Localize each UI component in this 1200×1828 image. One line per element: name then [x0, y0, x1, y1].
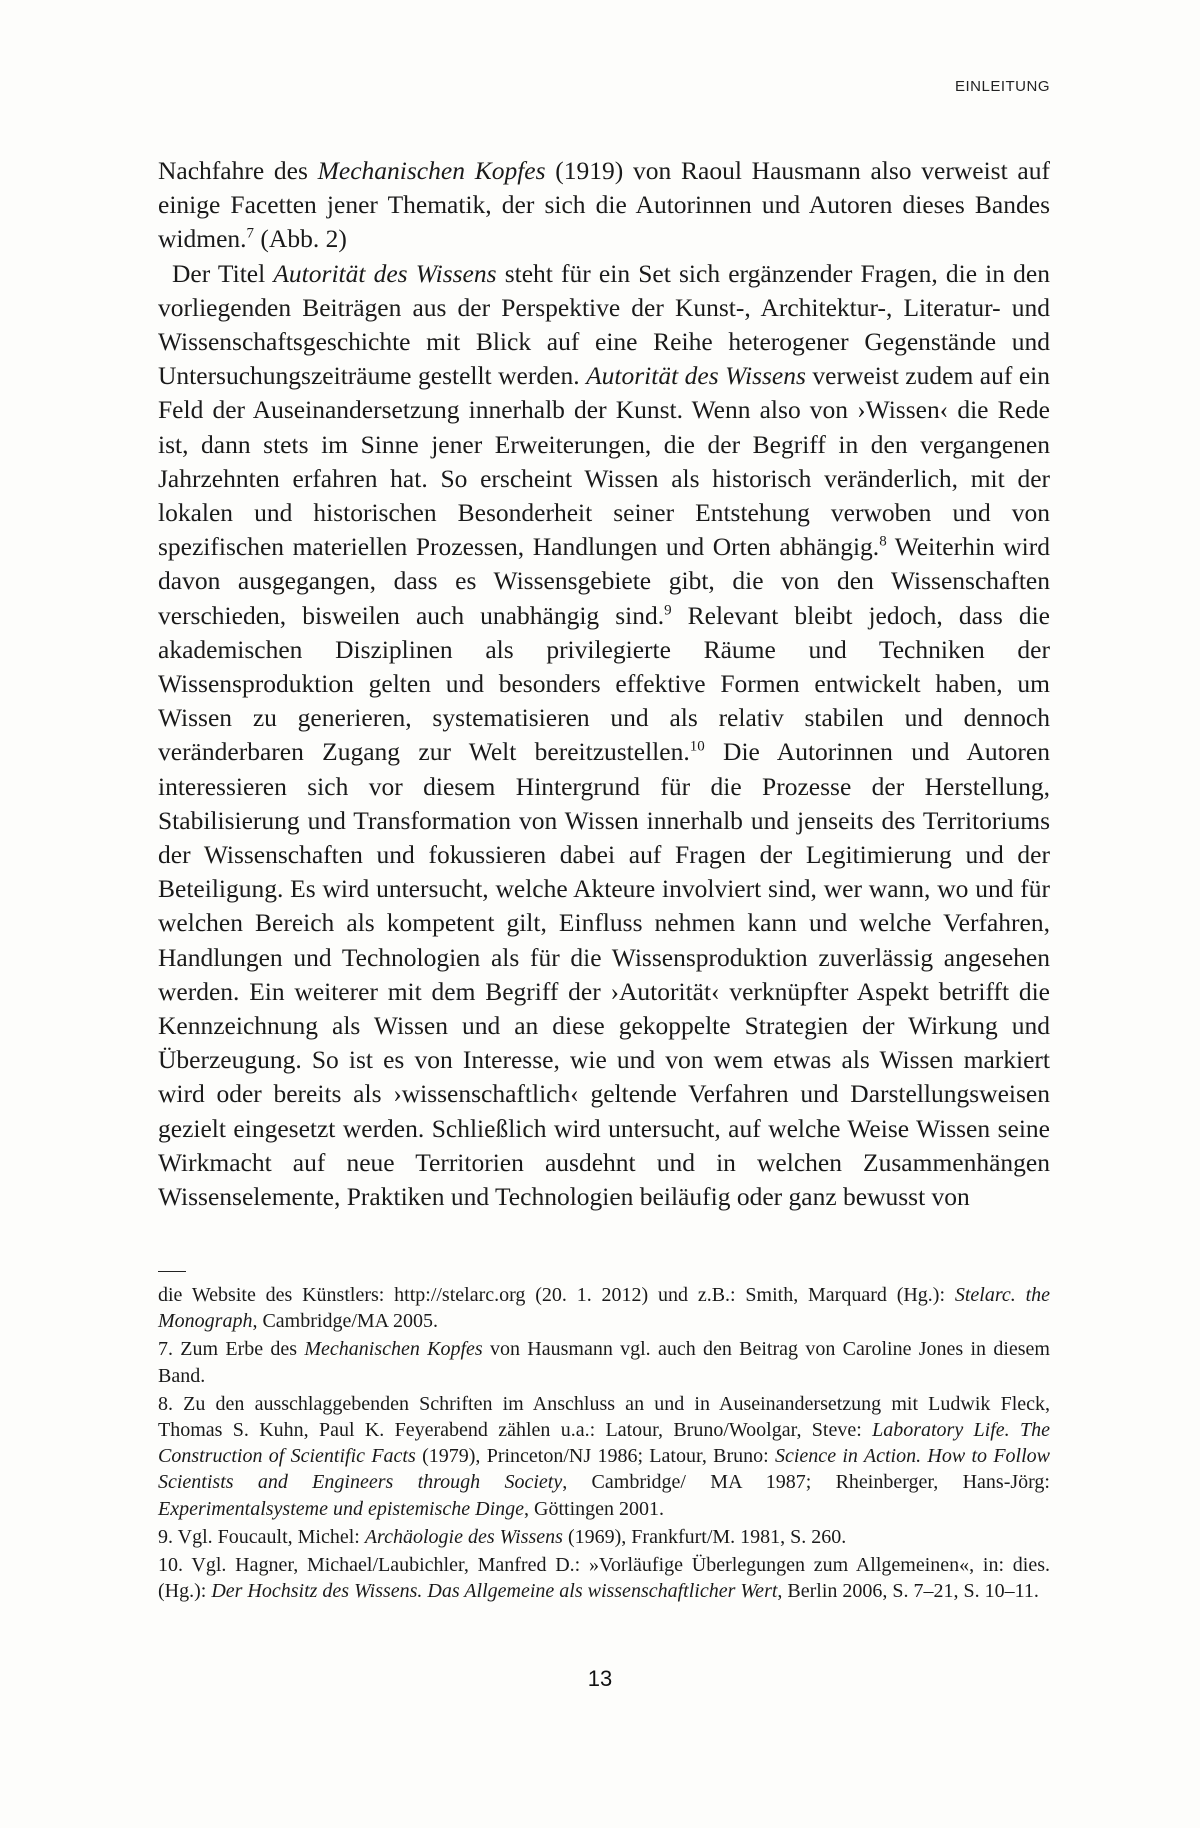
paragraph-1: [158, 154, 1050, 257]
text-run: (1969), Frankfurt/M. 1981, S. 260.: [562, 1525, 847, 1548]
footnote-10: [158, 1552, 1050, 1604]
footnote-ref: 9: [664, 602, 672, 619]
text-run: , Göttingen 2001.: [524, 1497, 665, 1520]
footnote-7: [158, 1336, 1050, 1388]
main-text: [158, 154, 1050, 1214]
footnote-ref: 10: [689, 738, 705, 755]
footnote-8: [158, 1391, 1050, 1522]
footnote-9: [158, 1524, 1050, 1550]
text-run: 10. Vgl. Hagner, Michael/Laubichler, Manfred D.: »Vorläufige Überlegungen zum Allgemeinen«, in: dies. (Hg.):: [158, 1554, 1050, 1603]
text-run: , Berlin 2006, S. 7–21, S. 10–11.: [777, 1580, 1039, 1603]
page-number: 13: [587, 1666, 613, 1691]
text-run: Relevant bleibt jedoch, dass die akademischen Disziplinen als privilegierte Räume und Techniken der Wissensproduktion gelten und besonders effektive Formen entwickelt haben, um Wissen zu generieren, systematisieren und als relativ stabilen und dennoch veränderbaren Zugang zur Welt bereitzustellen.: [158, 600, 1050, 767]
italic-title: Autorität des Wissens: [586, 361, 806, 391]
text-run: , Cambridge/MA 2005.: [252, 1310, 438, 1333]
italic-title: Laboratory Life. The Construction of Scientific Facts: [158, 1419, 1050, 1468]
italic-title: Science in Action. How to Follow Scientists and Engineers through Society: [158, 1445, 1050, 1494]
italic-title: Der Hochsitz des Wissens. Das Allgemeine als wissenschaftlicher Wert: [211, 1580, 778, 1603]
footnote-continued: [158, 1282, 1050, 1334]
italic-title: Autorität des Wissens: [273, 258, 497, 288]
italic-title: Mechanischen Kopfes: [304, 1338, 483, 1361]
italic-title: Archäologie des Wissens: [364, 1525, 563, 1548]
footnotes: [158, 1282, 1050, 1606]
text-run: (Abb. 2): [254, 224, 347, 254]
text-run: , Cambridge/ MA 1987; Rheinberger, Hans-Jörg:: [562, 1471, 1050, 1494]
text-run: Nachfahre des: [158, 156, 318, 185]
text-run: (1919) von Raoul Hausmann also verweist auf einige Facetten jener Thematik, der sich die Autorinnen und Autoren dieses Bandes widmen.: [158, 156, 1050, 254]
footnote-ref: 8: [879, 533, 887, 550]
italic-title: Stelarc. the Monograph: [158, 1284, 1051, 1333]
text-run: 7. Zum Erbe des: [158, 1338, 305, 1361]
text-run: die Website des Künstlers: http://stelarc.org (20. 1. 2012) und z.B.: Smith, Marquard (Hg.):: [158, 1284, 955, 1306]
text-run: Der Titel: [172, 258, 274, 288]
text-run: 9. Vgl. Foucault, Michel:: [158, 1525, 365, 1548]
text-run: 8. Zu den ausschlaggebenden Schriften im Anschluss an und in Auseinandersetzung mit Ludwik Fleck, Thomas S. Kuhn, Paul K. Feyerabend zählen u.a.: Latour, Bruno/Woolgar, Steve:: [158, 1392, 1050, 1442]
footnote-ref: 7: [246, 225, 255, 242]
paragraph-2: [158, 257, 1050, 1215]
text-run: (1979), Princeton/NJ 1986; Latour, Bruno:: [415, 1445, 775, 1468]
text-run: Die Autorinnen und Autoren interessieren sich vor diesem Hintergrund für die Prozesse der Herstellung, Stabilisierung und Transformation von Wissen innerhalb und jenseits des Territoriums der Wissenschaften und fokussieren dabei auf Fragen der Legitimierung und der Beteiligung. Es wird untersucht, welche Akteure involviert sind, wer wann, wo und für welchen Bereich als kompetent gilt, Einfluss nehmen kann und welche Verfahren, Handlungen und Technologien als für die Wissensproduktion zuverlässig angesehen werden. Ein weiterer mit dem Begriff der ›Autorität‹ verknüpfter Aspekt betrifft die Kennzeichnung als Wissen und an diese gekoppelte Strategien der Wirkung und Überzeugung. So ist es von Interesse, wie und von wem etwas als Wissen markiert wird oder bereits als ›wissenschaftlich‹ geltende Verfahren und Darstellungsweisen gezielt eingesetzt werden. Schließlich wird untersucht, auf welche Weise Wissen seine Wirkmacht auf neue Territorien ausdehnt und in welchen Zusammenhängen Wissenselemente, Praktiken und Technologien beiläufig oder ganz bewusst von: [158, 737, 1050, 1212]
text-run: verweist zudem auf ein Feld der Auseinandersetzung innerhalb der Kunst. Wenn also von ›Wissen‹ die Rede ist, dann stets im Sinne jener Erweiterungen, die der Begriff in den vergangenen Jahrzehnten erfahren hat. So erscheint Wissen als historisch veränderlich, mit der lokalen und historischen Besonderheit seiner Entstehung verwoben und von spezifischen materiellen Prozessen, Handlungen und Orten abhängig.: [158, 361, 1050, 562]
text-run: von Hausmann vgl. auch den Beitrag von Caroline Jones in diesem Band.: [158, 1338, 1050, 1387]
footnote-divider: [158, 1271, 186, 1272]
text-run: steht für ein Set sich ergänzender Fragen, die in den vorliegenden Beiträgen aus der Perspektive der Kunst-, Architektur-, Literatur- und Wissenschaftsgeschichte mit Blick auf eine Reihe heterogener Gegenstände und Untersuchungszeiträume gestellt werden.: [158, 258, 1050, 391]
text-run: Weiterhin wird davon ausgegangen, dass es Wissensgebiete gibt, die von den Wissenschaften verschieden, bisweilen auch unabhängig sind.: [158, 532, 1050, 630]
running-head: EINLEITUNG: [954, 78, 1050, 95]
italic-title: Mechanischen Kopfes: [317, 156, 546, 185]
italic-title: Experimentalsysteme und epistemische Dinge: [158, 1497, 525, 1520]
